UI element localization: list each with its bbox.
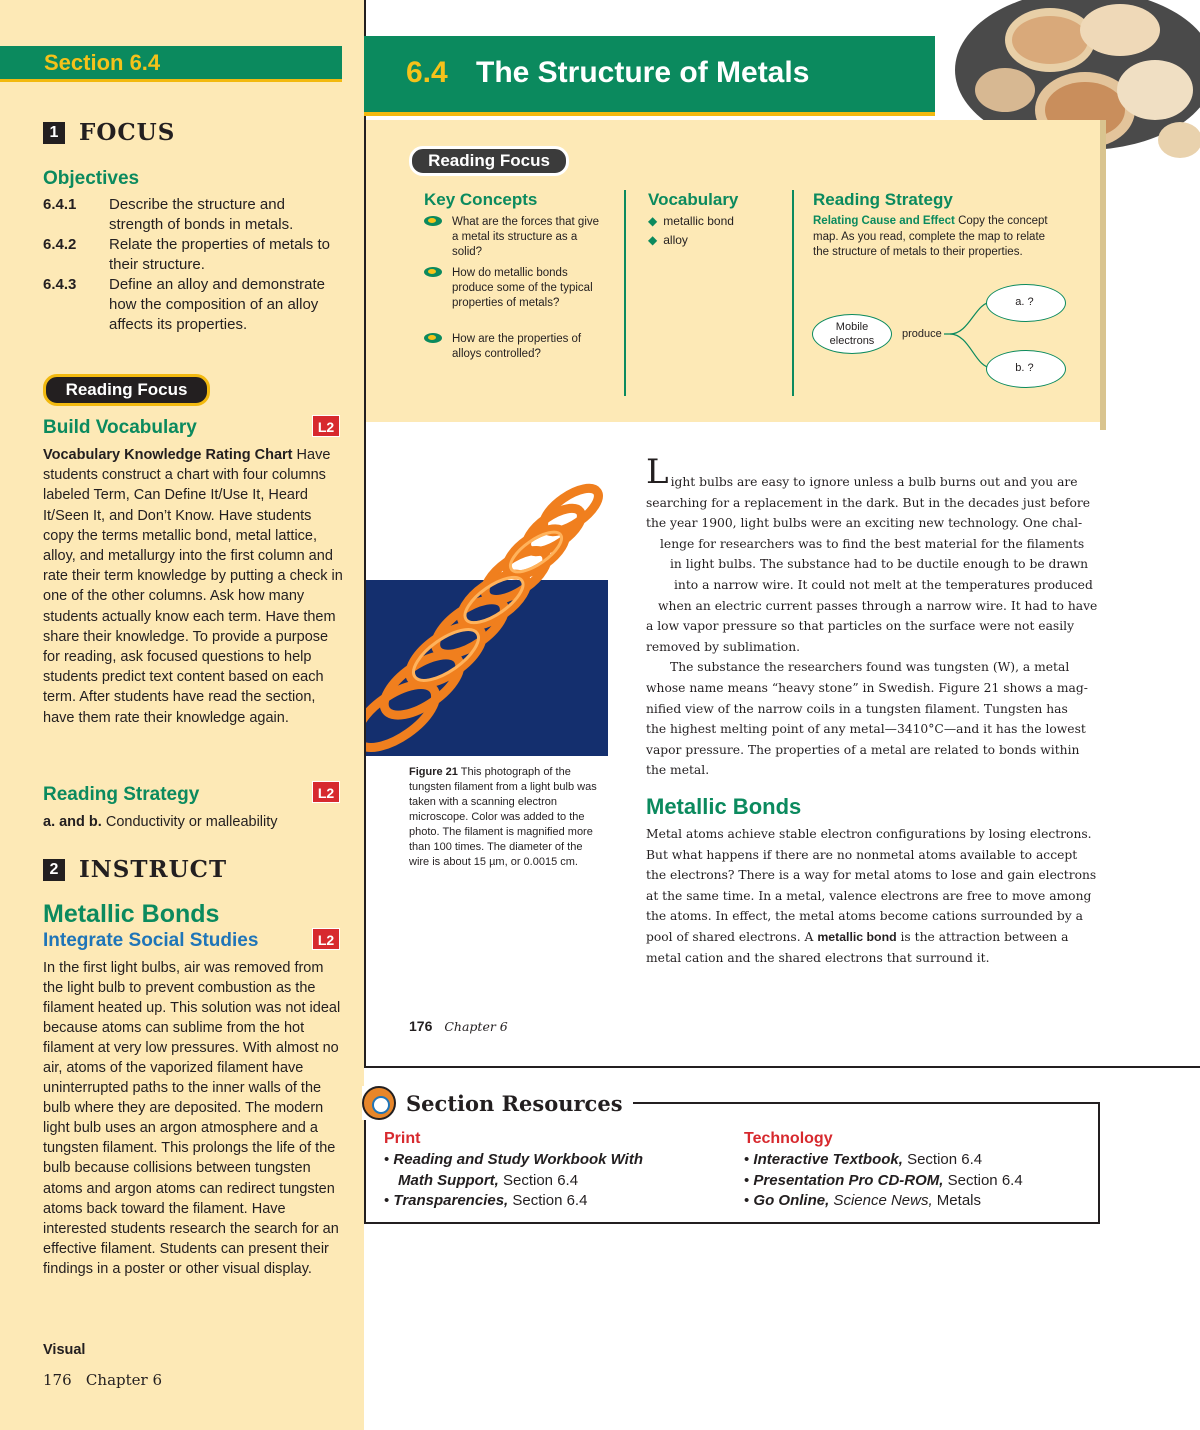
key-icon [424, 216, 442, 226]
resource-title: Transparencies, [393, 1192, 509, 1209]
body-line: removed by sublimation. [646, 639, 801, 654]
reading-strategy-answer-text: Conductivity or malleability [105, 814, 278, 830]
metallic-bonds-paragraph [646, 824, 1102, 968]
body-line: ight bulbs are easy to ignore unless a bulb burns out and you are [670, 475, 1078, 489]
figure-caption [409, 765, 597, 870]
section-resources-header [362, 1086, 633, 1120]
vocabulary-term: metallic bond [663, 214, 734, 228]
objective-text: Define an alloy and demonstrate how the composition of an alloy affects its properties. [109, 276, 325, 333]
intro-paragraph-1 [646, 452, 1102, 781]
vocabulary-item [648, 214, 734, 228]
key-concept-item [424, 215, 604, 260]
objective-item [43, 275, 343, 335]
instruct-title: INSTRUCT [79, 856, 228, 883]
resource-item: • Go Online, Science News, Metals [744, 1192, 981, 1209]
body-line: metal cation and the shared electrons that surround it. [646, 950, 990, 965]
integrate-social-studies-title: Integrate Social Studies [43, 930, 259, 951]
key-concept-text: How do metallic bonds produce some of the typical properties of metals? [452, 267, 593, 309]
resources-icon [362, 1086, 396, 1120]
body-line: a low vapor pressure so that particles on the surface were not easily [646, 619, 1075, 634]
resource-title: Presentation Pro CD-ROM, [753, 1172, 944, 1189]
objective-text: Relate the properties of metals to their structure. [109, 236, 330, 273]
instruct-step-number: 2 [43, 859, 65, 881]
section-label-bar [0, 46, 342, 82]
focus-heading [43, 119, 175, 146]
section-number: 6.4 [406, 56, 448, 89]
resource-item: • Reading and Study Workbook With [384, 1151, 644, 1168]
section-resources-title: Section Resources [406, 1090, 623, 1116]
key-concept-text: How are the properties of alloys controlled? [452, 333, 582, 360]
instruct-heading [43, 856, 227, 883]
build-vocabulary-lead: Vocabulary Knowledge Rating Chart [43, 447, 293, 463]
vocabulary-item [648, 233, 688, 247]
level-badge: L2 [312, 781, 340, 803]
objective-number: 6.4.3 [43, 276, 77, 293]
figure-caption-lead: Figure 21 [409, 766, 458, 778]
chapter-label: Chapter 6 [444, 1019, 508, 1034]
resource-title: Go Online, [753, 1192, 830, 1209]
tungsten-coil-image [366, 460, 608, 756]
metallic-bonds-heading: Metallic Bonds [646, 794, 802, 819]
bullet-icon: ◆ [648, 214, 658, 228]
resource-detail: Section 6.4 [508, 1192, 588, 1209]
body-line: the electrons? There is a way for metal atoms to lose and gain electrons [646, 868, 1097, 883]
objective-number: 6.4.1 [43, 196, 77, 213]
tungsten-filament-photo [366, 460, 608, 756]
body-line: Metal atoms achieve stable electron configurations by losing electrons. [646, 827, 1092, 841]
key-concept-text: What are the forces that give a metal its structure as a solid? [452, 216, 600, 258]
column-divider [792, 190, 794, 396]
body-line: the metal. [646, 763, 710, 778]
drop-cap: L [646, 452, 669, 492]
body-line: searching for a replacement in the dark. But in the decades just before [646, 495, 1091, 510]
build-vocabulary-text [43, 445, 343, 728]
sidebar-reading-strategy-title: Reading Strategy [43, 784, 200, 805]
body-line: nified view of the narrow coils in a tungsten filament. Tungsten has [646, 701, 1068, 716]
body-text-fragment: pool of shared electrons. A [646, 929, 818, 944]
body-line: the highest melting point of any metal—3410°C—and it has the lowest [646, 722, 1086, 737]
print-resources-heading: Print [384, 1130, 421, 1147]
resource-title: Interactive Textbook, [753, 1151, 903, 1168]
objectives-title: Objectives [43, 168, 140, 189]
reading-strategy-text [813, 214, 1053, 261]
resource-detail: Section 6.4 [943, 1172, 1023, 1189]
key-concept-item [424, 266, 604, 311]
resource-detail: Section 6.4 [498, 1172, 579, 1189]
body-line: The substance the researchers found was tungsten (W), a metal [670, 660, 1070, 675]
body-line [646, 927, 1102, 948]
reading-focus-box-shadow [1100, 120, 1106, 430]
body-line: the year 1900, light bulbs were an exciting new technology. One chal- [646, 516, 1083, 531]
body-line: lenge for researchers was to find the best material for the filaments [660, 536, 1085, 551]
vocabulary-term: alloy [663, 233, 688, 247]
objective-number: 6.4.2 [43, 236, 77, 253]
key-concept-item [424, 332, 604, 362]
resource-title: Reading and Study Workbook With [393, 1151, 644, 1168]
resource-detail: Metals [932, 1192, 981, 1209]
reading-strategy-answer [43, 812, 343, 832]
key-icon [424, 333, 442, 343]
column-divider [624, 190, 626, 396]
body-line: when an electric current passes through a narrow wire. It had to have [658, 598, 1098, 613]
focus-title: FOCUS [79, 119, 176, 146]
resource-item: • Transparencies, Section 6.4 [384, 1192, 588, 1209]
body-line: whose name means “heavy stone” in Swedish. Figure 21 shows a mag- [646, 680, 1088, 695]
reading-strategy-answer-lead: a. and b. [43, 814, 102, 830]
section-title: The Structure of Metals [476, 56, 810, 89]
body-line: vapor pressure. The properties of a metal are related to bonds within [646, 742, 1080, 757]
body-text-fragment: is the attraction between a [896, 929, 1069, 944]
integrate-tag: Visual [43, 1342, 86, 1358]
bullet-icon: ◆ [648, 233, 658, 247]
sidebar-metallic-bonds-title: Metallic Bonds [43, 900, 220, 928]
body-line: into a narrow wire. It could not melt at the temperatures produced [674, 577, 1093, 592]
technology-resources-heading: Technology [744, 1130, 833, 1147]
resource-detail: Section 6.4 [902, 1151, 983, 1168]
reading-strategy-body: Copy the concept map. As you read, complete the map to relate the structure of metals to their properties. [813, 215, 1048, 258]
objective-item [43, 195, 343, 235]
resource-detail-italic: Science News, [829, 1192, 933, 1209]
resource-item [398, 1171, 578, 1191]
objective-item [43, 235, 343, 275]
sidebar-folio: 176 Chapter 6 [43, 1371, 163, 1389]
body-line: at the same time. In a metal, valence electrons are free to move among [646, 888, 1092, 903]
level-badge: L2 [312, 928, 340, 950]
concept-map-node-a[interactable]: a. ? [986, 284, 1066, 322]
focus-step-number: 1 [43, 122, 65, 144]
objective-text: Describe the structure and strength of bonds in metals. [109, 196, 294, 233]
resource-item: • Interactive Textbook, Section 6.4 [744, 1151, 983, 1168]
concept-map-node-b[interactable]: b. ? [986, 350, 1066, 388]
resource-item: • Presentation Pro CD-ROM, Section 6.4 [744, 1172, 1023, 1189]
key-icon [424, 267, 442, 277]
level-badge: L2 [312, 415, 340, 437]
body-line: in light bulbs. The substance had to be ductile enough to be drawn [670, 557, 1089, 572]
section-label: Section 6.4 [44, 50, 161, 75]
vocabulary-title: Vocabulary [648, 190, 739, 209]
build-vocabulary-title: Build Vocabulary [43, 417, 197, 438]
reading-strategy-title: Reading Strategy [813, 190, 953, 209]
sidebar-reading-focus-badge: Reading Focus [43, 374, 210, 406]
concept-map-link-label: produce [902, 328, 942, 340]
reading-focus-badge: Reading Focus [409, 146, 569, 176]
page-number: 176 [409, 1018, 433, 1034]
vocabulary-term-highlight: metallic bond [817, 929, 897, 944]
reading-strategy-lead: Relating Cause and Effect [813, 215, 955, 227]
figure-caption-text: This photograph of the tungsten filament from a light bulb was taken with a scanning electron microscope. Color was added to the photo. The filament is magnified more than 100 times. The diameter of the wire is about 15 µm, or 0.0015 cm. [409, 766, 597, 868]
concept-map-center-node: Mobile electrons [812, 314, 892, 354]
body-line: But what happens if there are no nonmetal atoms available to accept [646, 847, 1078, 862]
page-folio [409, 1018, 508, 1034]
integrate-social-studies-text: In the first light bulbs, air was removed from the light bulb to prevent combustion as the filament heated up. This solution was not ideal because atoms can sublime from the hot filament at very low pressures. With almost no air, atoms of the vaporized filament have uninterrupted paths to the inner walls of the bulb where they are deposited. The modern light bulb uses an argon atmosphere and a tungsten filament. This prolongs the life of the bulb because collisions between tungsten atoms and argon atoms can redirect tungsten atoms back toward the filament. Have interested students research the search for an effective filament. Students can present their findings in a poster or other visual display. [43, 960, 341, 1277]
build-vocabulary-body: Have students construct a chart with four columns labeled Term, Can Define It/Use It, Heard It/Seen It, and Don’t Know. Have students copy the terms metallic bond, metal lattice, alloy, and metallurgy into the first column and rate their term knowledge by putting a check in one of the other columns. Ask how many students actually know each term. Have them share their knowledge. To provide a purpose for reading, ask focused questions to help students predict text content based on each term. After students have read the section, have them rate their knowledge again. [43, 447, 343, 726]
body-line: the atoms. In effect, the metal atoms become cations surrounded by a [646, 909, 1083, 924]
key-concepts-title: Key Concepts [424, 190, 538, 209]
resource-title: Math Support, [398, 1172, 499, 1189]
